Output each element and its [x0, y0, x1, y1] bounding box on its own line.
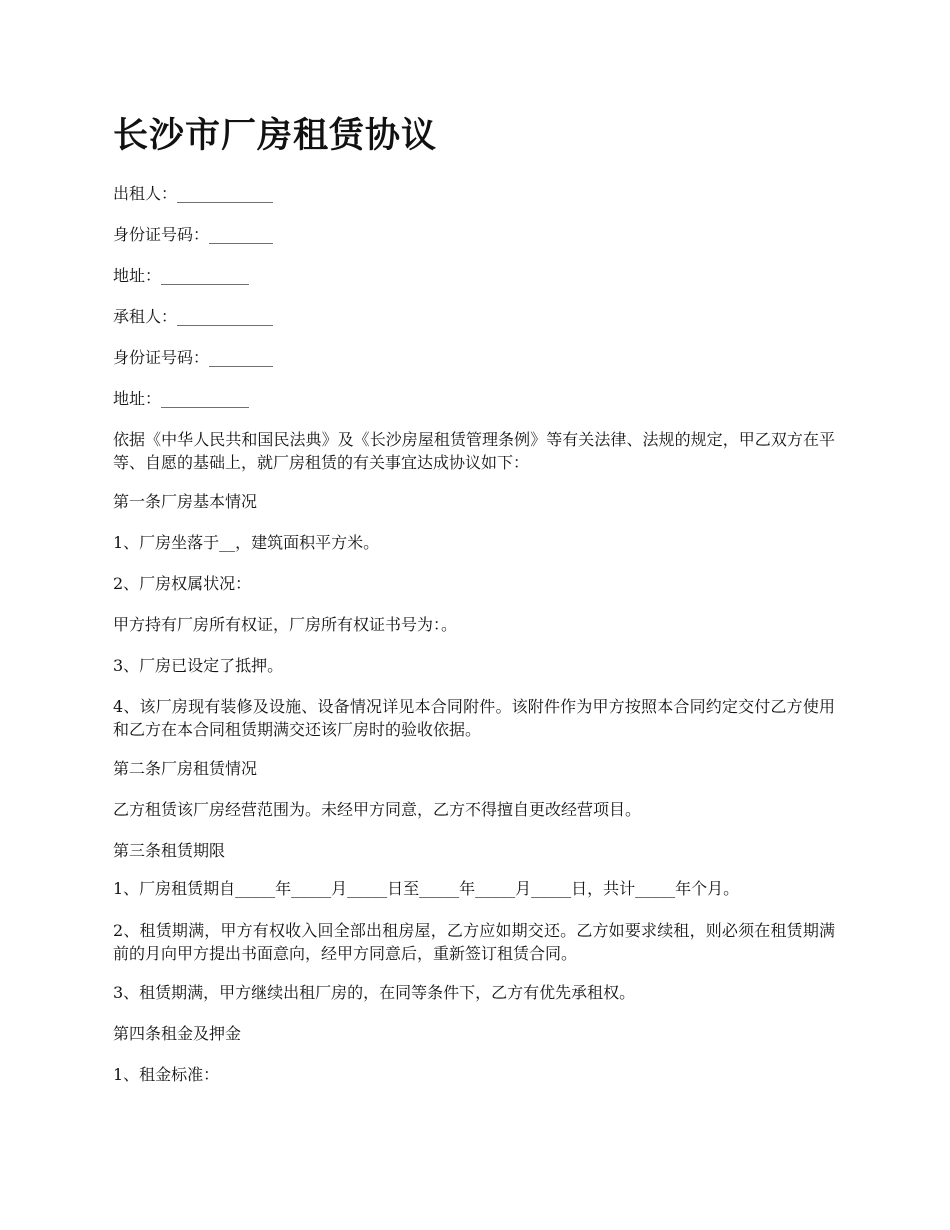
lessor-field: 出租人：____________ — [113, 184, 274, 203]
article-1-clause-2: 2、厂房权属状况： — [113, 574, 252, 593]
lessee-field: 承租人：____________ — [113, 307, 274, 326]
article-4-heading: 第四条租金及押金 — [113, 1024, 242, 1043]
article-4-clause-1: 1、租金标准： — [113, 1065, 220, 1084]
preamble-paragraph: 依据《中华人民共和国民法典》及《长沙房屋租赁管理条例》等有关法律、法规的规定，甲乙双方在平等、自愿的基础上，就厂房租赁的有关事宜达成协议如下： — [113, 430, 835, 472]
lessor-address-field: 地址：___________ — [113, 266, 250, 285]
article-2-heading: 第二条厂房租赁情况 — [113, 759, 258, 778]
article-1-heading: 第一条厂房基本情况 — [113, 492, 258, 511]
article-3-clause-3: 3、租赁期满，甲方继续出租厂房的，在同等条件下，乙方有优先承租权。 — [113, 983, 636, 1002]
article-1-clause-3: 3、厂房已设定了抵押。 — [113, 656, 284, 675]
article-3-heading: 第三条租赁期限 — [113, 841, 226, 860]
lessee-id-field: 身份证号码：________ — [113, 348, 274, 367]
article-1-ownership-text: 甲方持有厂房所有权证，厂房所有权证书号为：。 — [113, 615, 458, 634]
document-title: 长沙市厂房租赁协议 — [113, 115, 438, 156]
article-3-clause-1: 1、厂房租赁期自_____年_____月_____日至_____年_____月_____日，共计_____年个月。 — [113, 879, 740, 898]
article-3-clause-2: 2、租赁期满，甲方有权收入回全部出租房屋，乙方应如期交还。乙方如要求续租，则必须在租赁期满前的月向甲方提出书面意向，经甲方同意后，重新签订租赁合同。 — [113, 921, 835, 963]
article-1-clause-1: 1、厂房坐落于__，建筑面积平方米。 — [113, 533, 380, 552]
article-1-clause-4: 4、该厂房现有装修及设施、设备情况详见本合同附件。该附件作为甲方按照本合同约定交付乙方使用和乙方在本合同租赁期满交还该厂房时的验收依据。 — [113, 697, 835, 739]
lessor-id-field: 身份证号码：________ — [113, 225, 274, 244]
article-2-text: 乙方租赁该厂房经营范围为。未经甲方同意，乙方不得擅自更改经营项目。 — [113, 800, 642, 819]
lessee-address-field: 地址：___________ — [113, 389, 250, 408]
